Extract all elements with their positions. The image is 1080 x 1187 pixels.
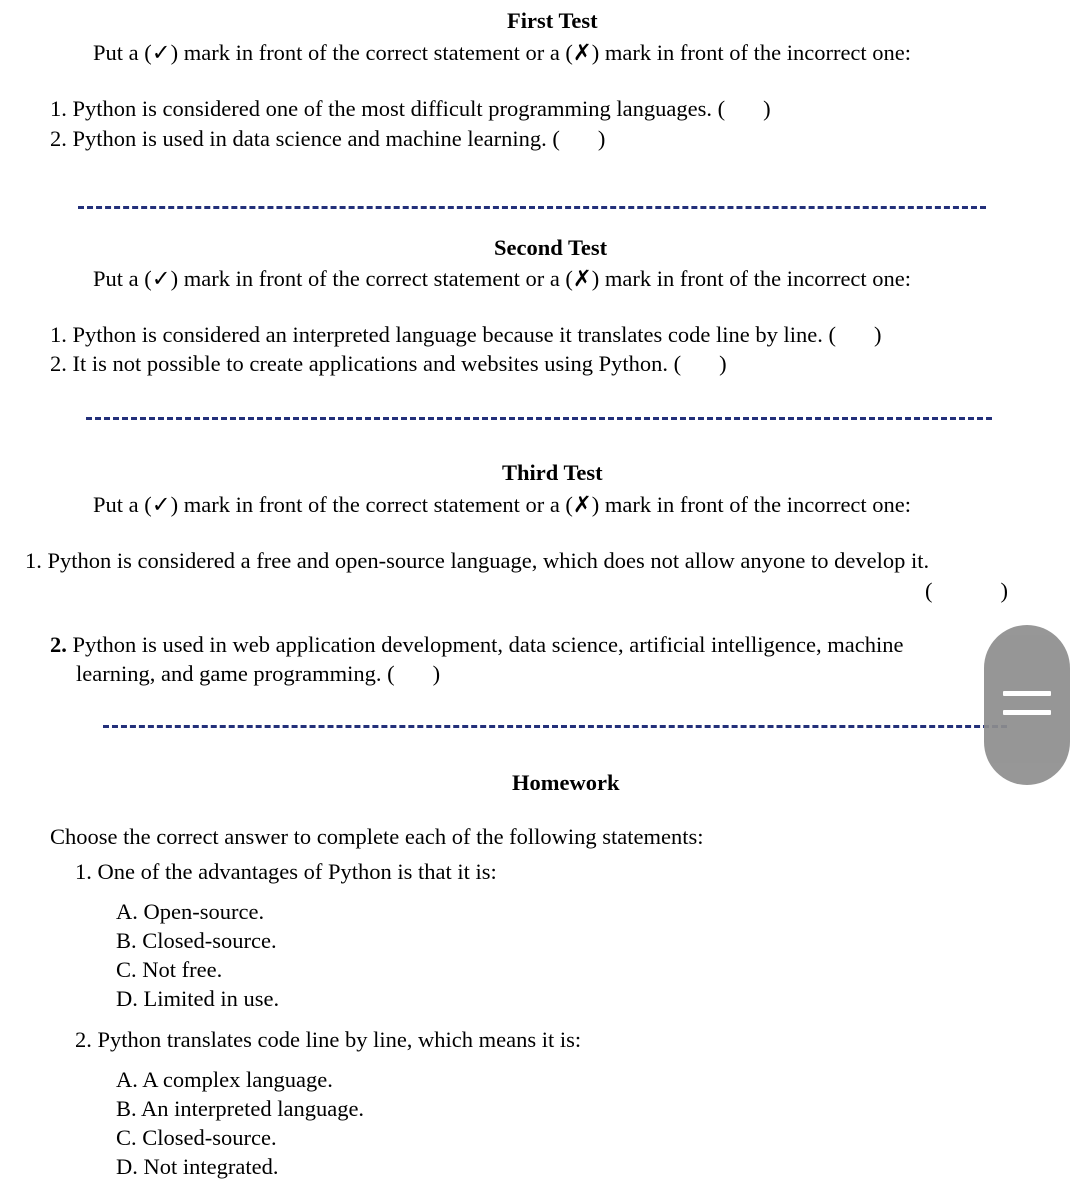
item-text: Python is considered a free and open-source language, which does not allow anyone to develop it.	[47, 548, 930, 573]
second-test-title: Second Test	[494, 235, 608, 260]
second-test-instruction: Put a (✓) mark in front of the correct statement or a (✗) mark in front of the incorrect one:	[93, 266, 912, 291]
section-divider	[78, 206, 986, 209]
paren-close: )	[1000, 578, 1008, 603]
item-text: Python is considered an interpreted language because it translates code line by line. (	[72, 322, 836, 347]
third-test-title: Third Test	[502, 460, 603, 485]
item-text-cont: learning, and game programming. (	[76, 661, 395, 686]
paren-close: )	[874, 322, 882, 347]
question-2-option: C. Closed-source.	[116, 1125, 277, 1150]
section-divider	[86, 417, 992, 420]
item-text: Python is considered one of the most difficult programming languages. (	[72, 96, 726, 121]
homework-question-2: 2. Python translates code line by line, which means it is:	[75, 1027, 582, 1052]
question-2-option: D. Not integrated.	[116, 1154, 279, 1179]
item-number: 1.	[50, 322, 67, 347]
question-1-option: C. Not free.	[116, 957, 223, 982]
third-test-instruction: Put a (✓) mark in front of the correct statement or a (✗) mark in front of the incorrect one:	[93, 492, 912, 517]
item-text: It is not possible to create applications and websites using Python. (	[72, 351, 682, 376]
item-number: 1.	[25, 548, 42, 573]
third-test-item-2	[50, 634, 903, 657]
paren-open: (	[925, 578, 933, 603]
paren-close: )	[432, 661, 441, 686]
question-1-option: A. Open-source.	[116, 899, 265, 924]
third-test-item-1	[25, 550, 929, 573]
first-test-item-2	[50, 128, 605, 151]
second-test-item-2	[50, 353, 727, 376]
question-1-option: B. Closed-source.	[116, 928, 277, 953]
paren-close: )	[597, 126, 606, 151]
first-test-item-1	[50, 98, 771, 121]
item-number: 2.	[50, 632, 67, 657]
third-test-item-1-parens	[925, 580, 1008, 603]
item-text: Python is used in web application development, data science, artificial intelligence, machine	[72, 632, 904, 657]
homework-instruction: Choose the correct answer to complete each of the following statements:	[50, 824, 704, 849]
item-number: 2.	[50, 351, 67, 376]
section-divider	[103, 725, 1007, 728]
homework-question-1: 1. One of the advantages of Python is that it is:	[75, 859, 497, 884]
question-2-option: A. A complex language.	[116, 1067, 333, 1092]
question-1-option: D. Limited in use.	[116, 986, 280, 1011]
item-text: Python is used in data science and machine learning. (	[72, 126, 560, 151]
scroll-handle[interactable]	[984, 625, 1070, 785]
paren-close: )	[763, 96, 771, 121]
third-test-item-2-cont	[76, 663, 440, 686]
first-test-title: First Test	[507, 8, 598, 33]
homework-title: Homework	[512, 770, 620, 795]
second-test-item-1	[50, 324, 882, 347]
question-2-option: B. An interpreted language.	[116, 1096, 365, 1121]
paren-close: )	[719, 351, 727, 376]
first-test-instruction: Put a (✓) mark in front of the correct statement or a (✗) mark in front of the incorrect one:	[93, 40, 912, 65]
item-number: 2.	[50, 126, 67, 151]
item-number: 1.	[50, 96, 67, 121]
